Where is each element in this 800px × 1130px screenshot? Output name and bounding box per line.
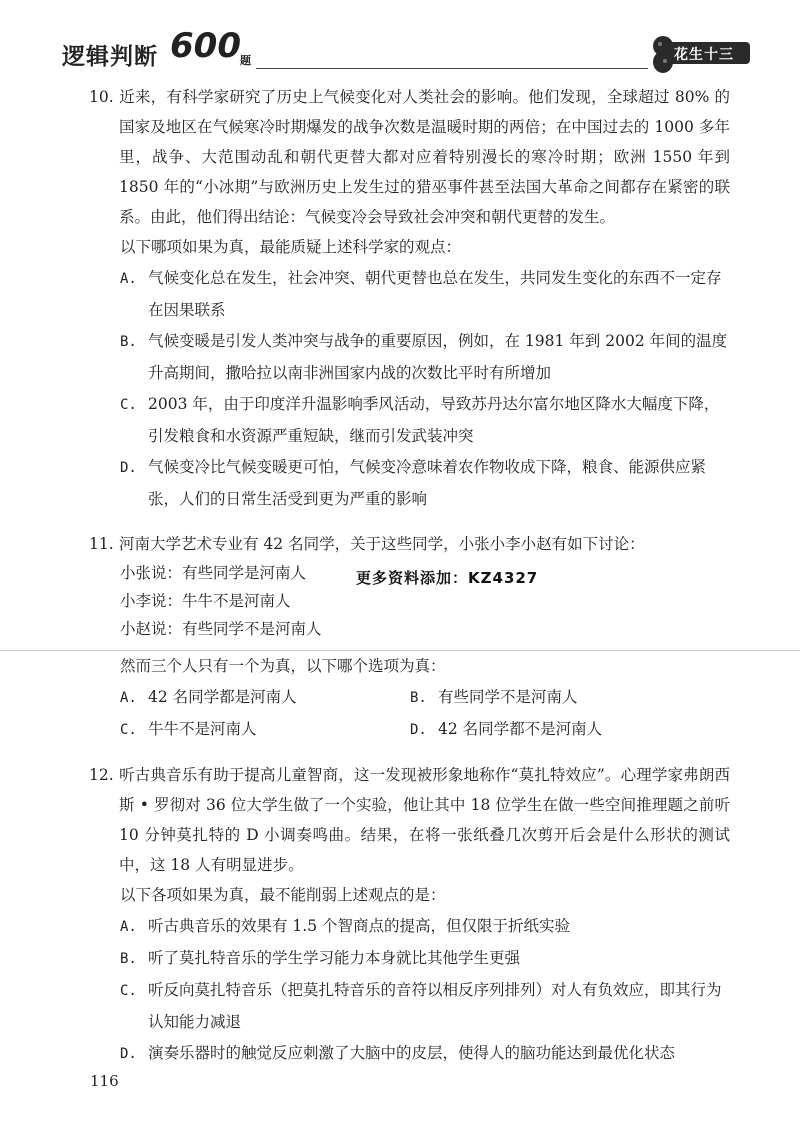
book-title-number: 600 <box>170 26 241 66</box>
dialog-line: 小张说：有些同学是河南人 <box>120 564 307 582</box>
option-text: 2003 年，由于印度洋升温影响季风活动，导致苏丹达尔富尔地区降水大幅度下降，引发粮食和水资源严重短缺，继而引发武装冲突 <box>148 395 720 445</box>
option-text: 气候变暖是引发人类冲突与战争的重要原因，例如，在 1981 年到 2002 年间的温度升高期间，撒哈拉以南非洲国家内战的次数比平时有所增加 <box>148 332 728 382</box>
question-stem <box>89 529 730 559</box>
option-text: 气候变化总在发生，社会冲突、朝代更替也总在发生，共同发生变化的东西不一定存在因果联系 <box>148 269 722 319</box>
option-text: 演奏乐器时的触觉反应刺激了大脑中的皮层，使得人的脑功能达到最优化状态 <box>148 1044 676 1062</box>
question-stem <box>89 82 730 232</box>
option-text: 有些同学不是河南人 <box>438 688 578 706</box>
option-c <box>90 389 730 452</box>
question-number: 12. <box>89 766 114 784</box>
option-label: A. <box>120 919 137 935</box>
scan-fold-line <box>0 650 800 651</box>
option-text: 听了莫扎特音乐的学生学习能力本身就比其他学生更强 <box>148 949 521 967</box>
option-label: B. <box>120 334 137 350</box>
option-a <box>90 682 410 714</box>
option-label: D. <box>410 722 427 738</box>
option-a <box>90 263 730 326</box>
question-prompt: 以下哪项如果为真，最能质疑上述科学家的观点： <box>120 238 462 256</box>
option-a <box>90 911 730 943</box>
question-12 <box>90 760 730 1070</box>
book-title: 逻辑判断 <box>62 44 158 70</box>
option-c <box>90 975 730 1038</box>
question-number: 11. <box>89 535 114 553</box>
option-label: C. <box>120 397 137 413</box>
question-prompt: 然而三个人只有一个为真，以下哪个选项为真： <box>120 657 446 675</box>
dialog-line: 小李说：牛牛不是河南人 <box>120 592 291 610</box>
option-d <box>90 1038 730 1070</box>
option-b <box>410 682 730 714</box>
option-label: A. <box>120 690 137 706</box>
option-label: D. <box>120 1046 137 1062</box>
book-title-suffix: 题 <box>240 54 251 67</box>
option-label: D. <box>120 460 137 476</box>
question-stem <box>89 760 730 880</box>
page-number: 116 <box>90 1072 119 1090</box>
brand-logo <box>648 34 752 74</box>
question-11 <box>90 529 730 746</box>
header-rule <box>256 68 648 69</box>
question-text: 河南大学艺术专业有 42 名同学，关于这些同学，小张小李小赵有如下讨论： <box>119 535 645 553</box>
option-text: 气候变冷比气候变暖更可怕，气候变冷意味着农作物收成下降，粮食、能源供应紧张，人们的日常生活受到更为严重的影响 <box>148 458 707 508</box>
option-text: 42 名同学都不是河南人 <box>438 720 603 738</box>
option-label: A. <box>120 271 137 287</box>
option-label: B. <box>410 690 427 706</box>
dialog-line: 小赵说：有些同学不是河南人 <box>120 620 322 638</box>
option-label: C. <box>120 722 137 738</box>
brand-name: 花生十三 <box>674 47 734 63</box>
option-text: 牛牛不是河南人 <box>148 720 257 738</box>
option-text: 42 名同学都是河南人 <box>148 688 297 706</box>
watermark-text: 更多资料添加：KZ4327 <box>356 569 539 587</box>
question-text: 听古典音乐有助于提高儿童智商，这一发现被形象地称作“莫扎特效应”。心理学家弗朗西斯 • 罗彻对 36 位大学生做了一个实验，他让其中 18 位学生在做一些空间推理题之前听 10 分钟莫扎特的 D 小调奏鸣曲。结果，在将一张纸叠几次剪开后会是什么形状的测试中，这 18 人有明显进步。 <box>119 766 730 874</box>
option-b <box>90 326 730 389</box>
question-number: 10. <box>89 88 114 106</box>
options-grid <box>90 682 730 746</box>
option-d <box>90 452 730 515</box>
option-label: C. <box>120 983 137 999</box>
page-header <box>52 28 752 76</box>
option-c <box>90 714 410 746</box>
question-10 <box>90 82 730 515</box>
question-text: 近来，有科学家研究了历史上气候变化对人类社会的影响。他们发现，全球超过 80% 的国家及地区在气候寒冷时期爆发的战争次数是温暖时期的两倍；在中国过去的 1000 多年里，战争、大范围动乱和朝代更替大都对应着特别漫长的寒冷时期；欧洲 1550 年到 1850 年的“小冰期”与欧洲历史上发生过的猎巫事件甚至法国大革命之间都存在紧密的联系。由此，他们得出结论：气候变冷会导致社会冲突和朝代更替的发生。 <box>119 88 730 226</box>
option-text: 听古典音乐的效果有 1.5 个智商点的提高，但仅限于折纸实验 <box>148 917 571 935</box>
option-label: B. <box>120 951 137 967</box>
option-b <box>90 943 730 975</box>
question-prompt: 以下各项如果为真，最不能削弱上述观点的是： <box>120 886 446 904</box>
option-text: 听反向莫扎特音乐（把莫扎特音乐的音符以相反序列排列）对人有负效应，即其行为认知能力减退 <box>148 981 722 1031</box>
option-d <box>410 714 730 746</box>
